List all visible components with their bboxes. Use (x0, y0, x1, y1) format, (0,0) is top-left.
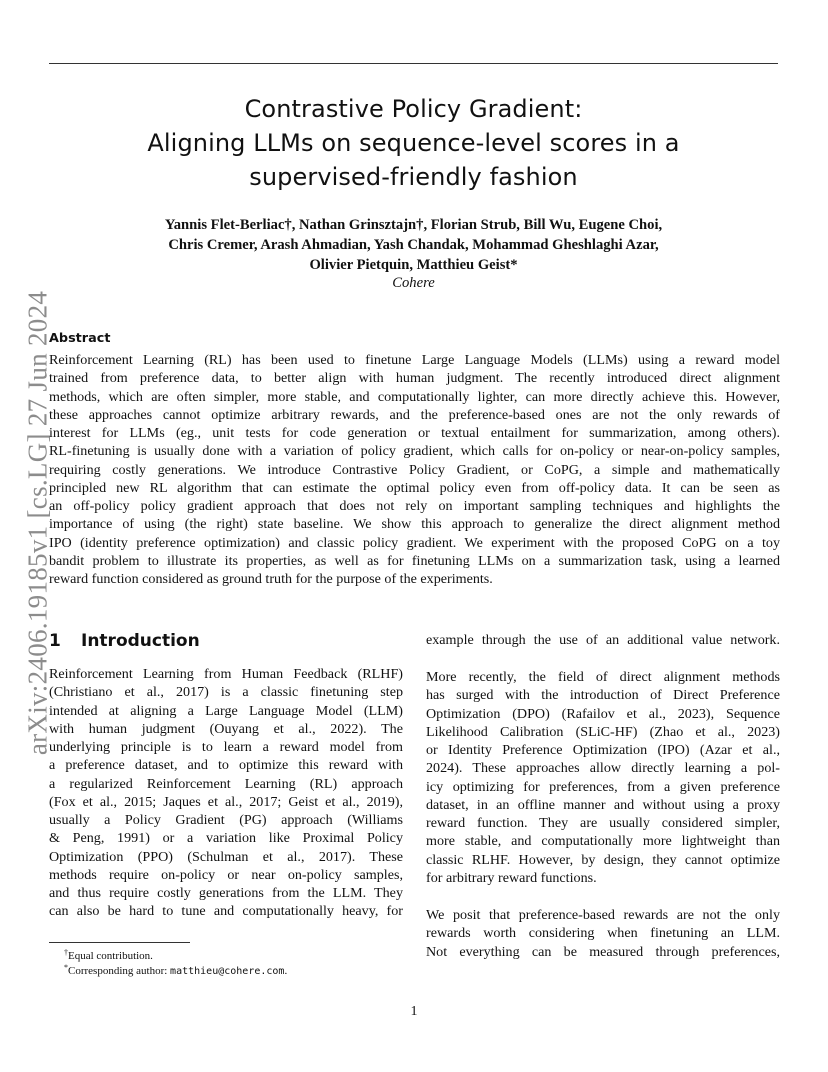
body-line: usually a Policy Gradient (PG) approach (Williams (49, 812, 403, 828)
footnote-corresponding-author (64, 964, 287, 979)
title-line: Aligning LLMs on sequence-level scores in a (147, 129, 680, 157)
body-line: intended at aligning a Large Language Model (LLM) (49, 702, 403, 719)
author-line: Olivier Pietquin, Matthieu Geist* (309, 256, 518, 273)
body-line: Optimization (PPO) (Schulman et al., 2017). These (49, 848, 403, 865)
arxiv-stamp-text: arXiv:2406.19185v1 [cs.LG] 27 Jun 2024 (22, 290, 53, 756)
body-line: & Peng, 1991) or a variation like Proximal Policy (49, 830, 403, 847)
body-line: We posit that preference-based rewards are not the only (426, 907, 780, 923)
body-line: for arbitrary reward functions. (426, 869, 597, 886)
body-line: and thus require costly generations from the LLM. They (49, 885, 403, 901)
body-line: methods require on-policy or near on-policy samples, (49, 866, 403, 883)
body-line: a preference dataset, and to optimize this reward with (49, 757, 403, 774)
intro-right-column-continuation (426, 631, 780, 649)
body-line: Reinforcement Learning from Human Feedback (RLHF) (49, 666, 403, 682)
affiliation: Cohere (392, 275, 435, 291)
page-number: 1 (410, 1004, 418, 1019)
footnotes (64, 949, 287, 979)
body-line: has surged with the introduction of Direct Preference (426, 687, 780, 704)
title-line: supervised-friendly fashion (249, 163, 578, 191)
abstract-line: requiring costly generations. We introduce Contrastive Policy Gradient, or CoPG, a simple and mathematically (49, 461, 780, 478)
footnote-mark: † (64, 948, 68, 957)
body-line: (Fox et al., 2015; Jaques et al., 2017; Geist et al., 2019), (49, 793, 403, 810)
body-line: more stable, and computationally more lightweight than (426, 833, 780, 850)
body-line: Not everything can be measured through preferences, (426, 943, 780, 960)
body-line: example through the use of an additional value network. (426, 632, 780, 648)
body-line: can also be hard to tune and computationally heavy, for (49, 903, 403, 920)
body-line: with human judgment (Ouyang et al., 2022). The (49, 720, 403, 737)
author-line: Yannis Flet-Berliac†, Nathan Grinsztajn†, Florian Strub, Bill Wu, Eugene Choi, (164, 217, 663, 233)
footnote-equal-contribution (64, 949, 287, 964)
section-heading (49, 630, 200, 652)
author-list (49, 216, 778, 275)
footnote-mark: * (64, 963, 68, 972)
paper-title (49, 92, 778, 194)
intro-left-column (49, 665, 403, 921)
body-line: (Christiano et al., 2017) is a classic finetuning step (49, 684, 403, 701)
title-line: Contrastive Policy Gradient: (244, 95, 583, 123)
footnote-rule (49, 942, 190, 943)
abstract-line: RL-finetuning is usually done with a variation of policy gradient, which calls for on-policy or near-on-policy samples, (49, 443, 780, 460)
section-number: 1 (49, 631, 61, 651)
body-line: reward function. They are usually considered simpler, (426, 815, 780, 831)
abstract-line: reward function considered as ground truth for the purpose of the experiments. (49, 571, 493, 587)
body-line: Likelihood Calibration (SLiC-HF) (Zhao et al., 2023) (426, 723, 780, 740)
body-line: 2024). These approaches allow directly learning a pol- (426, 760, 780, 777)
footnote-text: Corresponding author: (68, 965, 171, 977)
intro-right-paragraph (426, 906, 780, 961)
section-title: Introduction (81, 631, 200, 651)
footnote-end: . (284, 965, 288, 977)
intro-right-paragraph (426, 668, 780, 887)
abstract-line: trained from preference data, to better align with human judgment. The recently introduced direct alignment (49, 370, 780, 387)
abstract-line: these approaches cannot optimize arbitrary rewards, and the preference-based ones are not the only rewards of (49, 406, 780, 423)
author-line: Chris Cremer, Arash Ahmadian, Yash Chandak, Mohammad Gheshlaghi Azar, (168, 236, 659, 253)
abstract-line: bandit problem to illustrate its properties, as well as for finetuning LLMs on a summarization task, using a learned (49, 552, 780, 569)
abstract-body (49, 351, 780, 588)
abstract-line: importance of using (the right) state baseline. We show this approach to generalize the direct alignment method (49, 516, 780, 533)
abstract-line: Reinforcement Learning (RL) has been used to finetune Large Language Models (LLMs) using a reward model (49, 352, 780, 368)
abstract-line: methods, which are often simpler, more stable, and computationally lighter, can more directly achieve this. However, (49, 388, 780, 405)
abstract-heading: Abstract (49, 331, 111, 346)
top-rule (49, 63, 778, 64)
abstract-line: interest for LLMs (eg., unit tests for code generation or textual entailment for summarization, among others). (49, 425, 780, 441)
body-line: icy optimizing for preferences, from a given preference (426, 778, 780, 795)
abstract-line: principled new RL algorithm that can estimate the optimal policy even from off-policy data. It can be seen as (49, 479, 780, 496)
abstract-line: IPO (identity preference optimization) and classic policy gradient. We experiment with the proposed CoPG on a toy (49, 534, 780, 551)
body-line: a regularized Reinforcement Learning (RL) approach (49, 775, 403, 792)
footnote-text: Equal contribution. (68, 950, 153, 962)
abstract-line: an off-policy policy gradient approach that does not rely on important sampling techniques and highlights the (49, 498, 780, 514)
body-line: Optimization (DPO) (Rafailov et al., 2023), Sequence (426, 705, 780, 722)
body-line: or Identity Preference Optimization (IPO) (Azar et al., (426, 742, 780, 758)
author-email: matthieu@cohere.com (170, 966, 285, 977)
body-line: More recently, the field of direct alignment methods (426, 669, 780, 685)
body-line: classic RLHF. However, by design, they cannot optimize (426, 851, 780, 868)
body-line: rewards worth considering when finetuning an LLM. (426, 925, 780, 942)
body-line: underlying principle is to learn a reward model from (49, 739, 403, 755)
body-line: dataset, in an offline manner and without using a proxy (426, 796, 780, 813)
